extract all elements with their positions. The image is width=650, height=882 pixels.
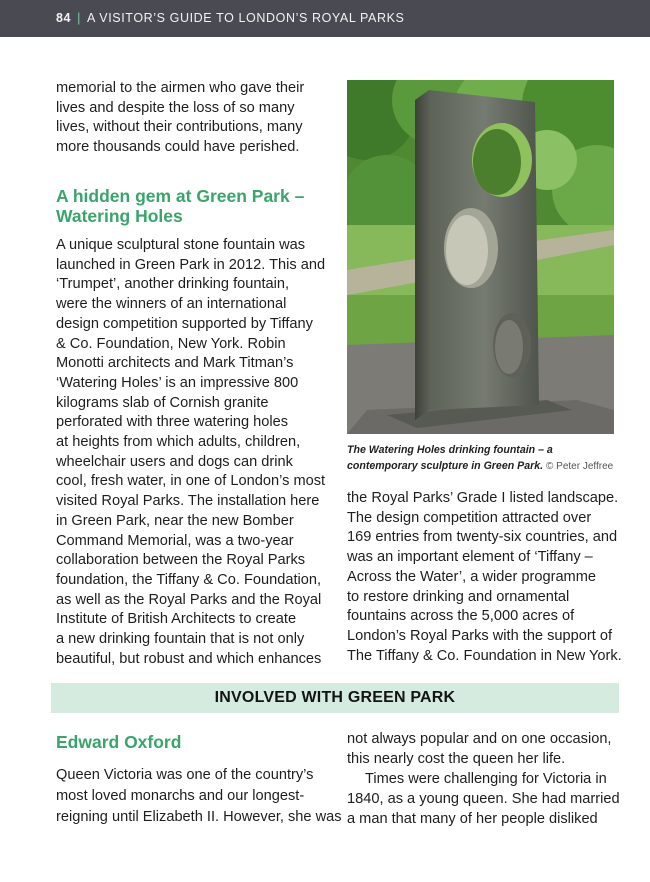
text-line: reigning until Elizabeth II. However, she was [56,809,342,825]
text-line: this nearly cost the queen her life. [347,751,566,767]
text-line: in Green Park, near the new Bomber [56,512,294,529]
page-number: 84 [56,11,72,25]
caption-line-text: contemporary sculpture in Green Park. [347,460,544,472]
text-line: Monotti architects and Mark Titman’s [56,355,294,372]
text-line: collaboration between the Royal Parks [56,552,306,569]
text-line: Across the Water’, a wider programme [347,568,596,585]
heading-line: Watering Holes [56,206,183,226]
text-line: most loved monarchs and our longest- [56,788,305,804]
heading-line: A hidden gem at Green Park – [56,186,305,206]
text-line: ‘Trumpet’, another drinking fountain, [56,276,290,293]
text-line: The design competition attracted over [347,509,592,526]
text-line: A unique sculptural stone fountain was [56,237,306,253]
text-line: as well as the Royal Parks and the Royal [56,591,322,608]
section-heading-edward-oxford: Edward Oxford [56,732,182,752]
edward-oxford-right-paragraph [347,729,627,829]
text-line: Command Memorial, was a two-year [56,532,294,549]
fountain-photo-illustration [347,80,614,434]
text-line: foundation, the Tiffany & Co. Foundation, [56,571,322,588]
text-line: Times were challenging for Victoria in [365,771,607,787]
text-line: 1840, as a young queen. She had married [347,791,620,807]
text-line: were the winners of an international [56,296,287,313]
text-line: was an important element of ‘Tiffany – [347,549,593,566]
photo-credit: © Peter Jeffree [546,461,614,472]
watering-holes-paragraph [56,236,341,669]
text-line: 169 entries from twenty-six countries, and [347,529,618,546]
header-separator: | [77,11,81,25]
text-line: at heights from which adults, children, [56,434,301,451]
running-header [0,0,650,37]
text-line: to restore drinking and ornamental [347,588,570,605]
left-intro-paragraph [56,79,336,158]
text-line: memorial to the airmen who gave their [56,80,305,96]
text-line: ‘Watering Holes’ is an impressive 800 [56,374,299,391]
text-line: perforated with three watering holes [56,414,289,431]
section-band-title: INVOLVED WITH GREEN PARK [214,689,456,706]
text-line: & Co. Foundation, New York. Robin [56,335,286,352]
text-line: fountains across the 5,000 acres of [347,608,575,625]
text-line: London’s Royal Parks with the support of [347,627,613,644]
text-line: Institute of British Architects to create [56,611,297,628]
fountain-photo [347,80,614,434]
text-line: visited Royal Parks. The installation here [56,493,320,510]
text-line: The Tiffany & Co. Foundation in New York. [347,647,622,664]
photo-caption [347,442,622,475]
edward-oxford-left-paragraph [56,765,341,828]
text-line: launched in Green Park in 2012. This and [56,256,326,273]
text-line: beautiful, but robust and which enhances [56,650,322,667]
text-line: Queen Victoria was one of the country’s [56,767,314,783]
text-line: lives, without their contributions, many [56,119,303,136]
text-line: design competition supported by Tiffany [56,315,313,332]
text-line: cool, fresh water, in one of London’s most [56,473,326,490]
text-line: a new drinking fountain that is not only [56,631,305,648]
text-line: a man that many of her people disliked [347,811,598,827]
text-line: lives and despite the loss of so many [56,99,295,116]
text-line: not always popular and on one occasion, [347,731,612,747]
caption-line: The Watering Holes drinking fountain – a [347,444,553,456]
text-line: the Royal Parks’ Grade I listed landscape. [347,490,619,506]
text-line: kilograms slab of Cornish granite [56,394,269,411]
section-band [51,683,619,713]
text-line: wheelchair users and dogs can drink [56,453,293,470]
running-header-text [56,11,404,25]
right-continuation-paragraph [347,489,627,666]
running-title: A VISITOR’S GUIDE TO LONDON’S ROYAL PARKS [86,11,405,25]
caption-line [347,458,622,475]
text-line: more thousands could have perished. [56,139,300,156]
section-heading-watering-holes [56,186,341,226]
